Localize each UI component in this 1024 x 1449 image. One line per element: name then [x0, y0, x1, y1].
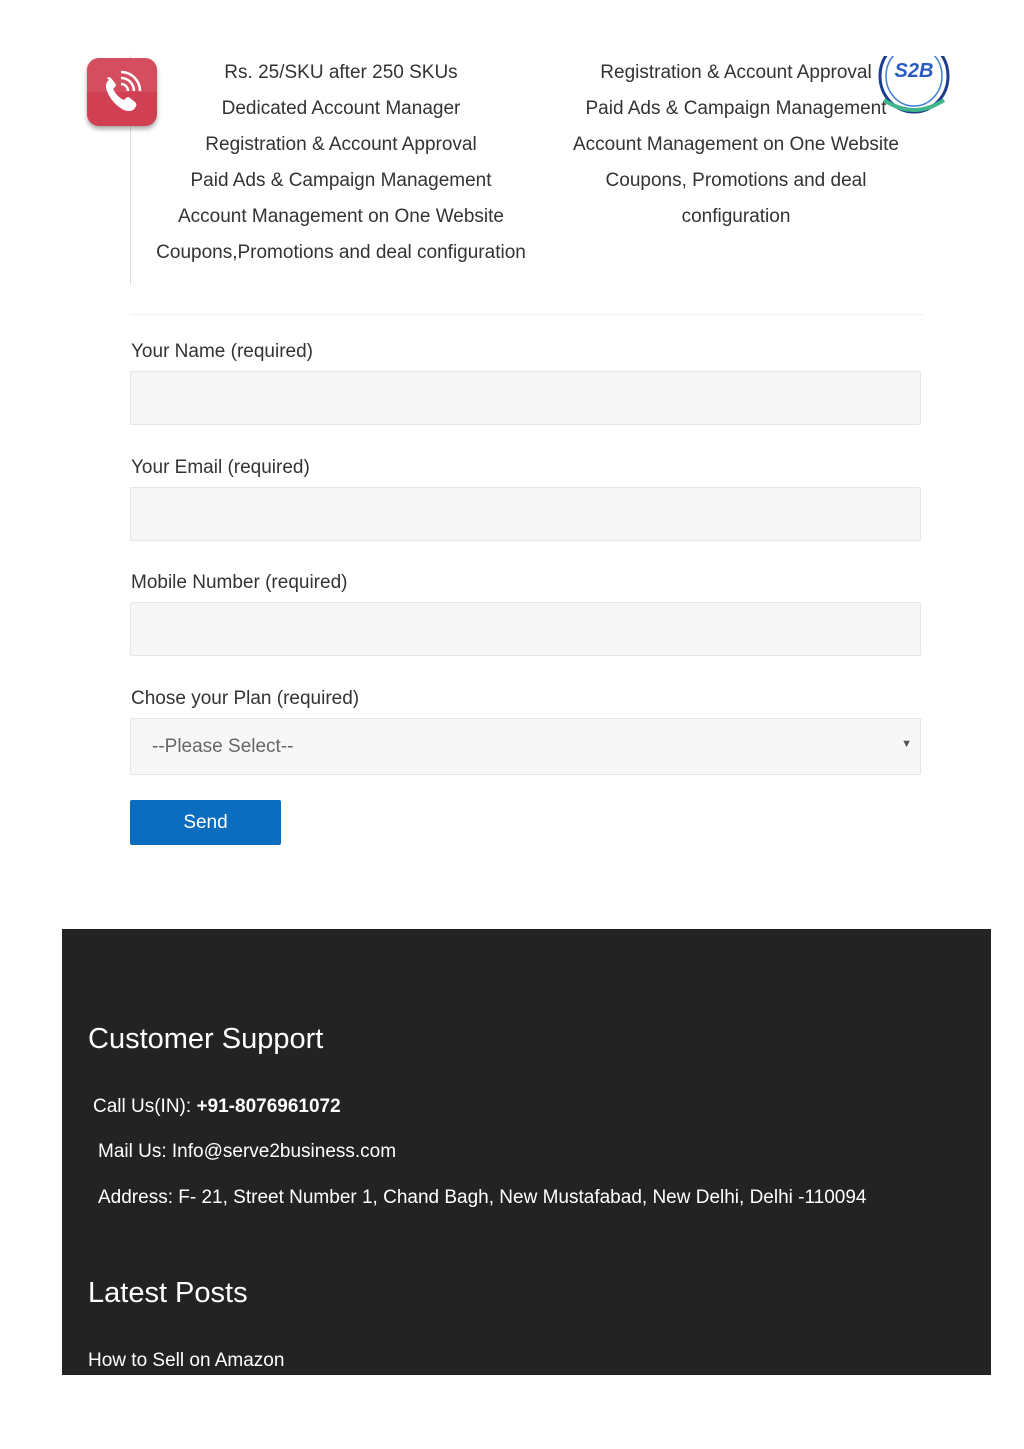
plan-feature: Registration & Account Approval — [600, 62, 872, 83]
brand-logo — [878, 56, 954, 114]
plan-feature: Rs. 25/SKU after 250 SKUs — [224, 62, 458, 83]
name-input[interactable] — [130, 371, 921, 425]
name-label: Your Name (required) — [131, 341, 313, 362]
call-label: Call Us(IN): — [93, 1096, 197, 1117]
call-button[interactable] — [87, 58, 157, 126]
plan-features-right — [541, 55, 931, 235]
post-link[interactable]: How to Sell on Amazon — [88, 1350, 285, 1371]
chevron-down-icon: ▼ — [901, 738, 912, 750]
email-label: Your Email (required) — [131, 457, 310, 478]
send-button[interactable]: Send — [130, 800, 281, 845]
plan-features-left — [131, 55, 551, 271]
plan-feature: configuration — [681, 206, 791, 227]
mobile-label: Mobile Number (required) — [131, 572, 348, 593]
support-title: Customer Support — [88, 1023, 324, 1055]
plan-feature: Account Management on One Website — [572, 134, 899, 155]
plan-feature: Registration & Account Approval — [205, 134, 477, 155]
footer — [62, 929, 991, 1375]
address-line: Address: F- 21, Street Number 1, Chand Bagh, New Mustafabad, New Delhi, Delhi -110094 — [98, 1187, 867, 1208]
plan-feature: Coupons,Promotions and deal configuration — [156, 242, 526, 263]
plan-label: Chose your Plan (required) — [131, 688, 360, 709]
mail-line[interactable]: Mail Us: Info@serve2business.com — [98, 1141, 397, 1162]
logo-text: S2B — [894, 60, 934, 82]
mobile-input[interactable] — [130, 602, 921, 656]
plan-feature: Paid Ads & Campaign Management — [190, 170, 492, 191]
latest-posts-title: Latest Posts — [88, 1277, 248, 1309]
plan-feature: Account Management on One Website — [177, 206, 504, 227]
phone-icon — [87, 58, 157, 126]
plan-feature: Coupons, Promotions and deal — [605, 170, 867, 191]
plan-feature: Dedicated Account Manager — [221, 98, 461, 119]
call-number[interactable]: +91-8076961072 — [196, 1096, 341, 1117]
plan-features — [130, 55, 931, 285]
section-divider — [130, 314, 923, 315]
plan-feature: Paid Ads & Campaign Management — [585, 98, 887, 119]
call-line — [93, 1096, 341, 1118]
plan-select[interactable] — [130, 718, 921, 775]
email-input[interactable] — [130, 487, 921, 541]
plan-select-value: --Please Select-- — [152, 735, 294, 757]
